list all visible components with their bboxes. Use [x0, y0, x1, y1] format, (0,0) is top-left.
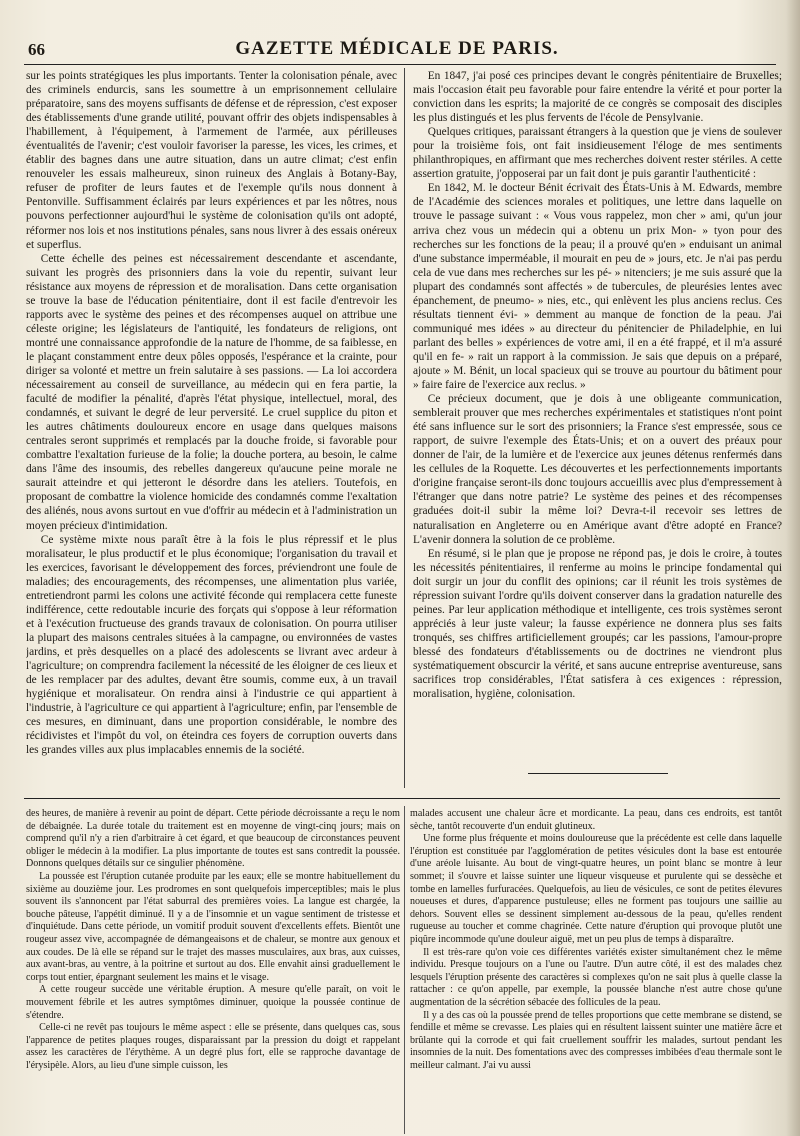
page-header	[24, 36, 770, 62]
paragraph: En 1847, j'ai posé ces principes devant le congrès pénitentiaire de Bruxelles; mais l'occasion était peu favorable pour faire entendre la vérité et pour porter la conviction dans les esprits; la majorité de ce congrès se composait des disciples les plus distingués et les plus fervents de l'école de Pensylvanie.	[413, 70, 782, 125]
upper-left-column	[26, 69, 397, 789]
section-rule	[24, 798, 780, 799]
column-divider	[404, 806, 405, 1134]
paragraph: Ce système mixte nous paraît être à la fois le plus répressif et le plus moralisateur, le plus productif et le plus économique; l'organisation du travail et les exercices, favorisant le développement des forces, préviendront une foule de maladies; des encouragements, des récompenses, une alimentation plus variée, entretiendront parmi les colons une activité féconde qui remplacera cette funeste indifférence, cette redoutable incurie des forçats qui s'oppose à leur réformation et à l'exécution fructueuse des grands travaux de colonisation. On pourra utiliser la plupart des maisons centrales situées à la campagne, ou environnées de vastes jardins, et près desquelles on a placé des adolescents se livrant avec ardeur à l'agriculture; on comprendra facilement la nécessité de les éloigner de ces lieux et de les remplacer par des adultes, devant être soumis, comme eux, à un travail hygiénique et moralisateur. On rendra ainsi à l'industrie ce qui appartient à l'industrie, à l'agriculture ce qui appartient à l'agriculture; enfin, par l'ensemble de ces mesures, en diminuant, dans une proportion considérable, le nombre des récidivistes et l'impôt du vol, on éteindra ces foyers de corruption ouverts dans les grandes villes aux plus implacables ennemis de la société.	[26, 533, 397, 757]
page-number: 66	[28, 40, 45, 59]
header-rule	[24, 64, 776, 65]
paragraph: A cette rougeur succède une véritable éruption. A mesure qu'elle paraît, on voit le mouvement fébrile et les autres symptômes diminuer, quoique la poussée continue de s'étendre.	[26, 984, 400, 1021]
column-divider	[404, 68, 405, 788]
paragraph: Une forme plus fréquente et moins douloureuse que la précédente est celle dans laquelle l'éruption est constituée par l'agglomération de petites vésicules dont la base est entourée d'une aréole luisante. Au bout de vingt-quatre heures, un point blanc se montre à leur sommet; il s'ouvre et laisse suinter une liqueur visqueuse et purulente qui se dessèche et tombe en lamelles furfuracées. Quelquefois, au lieu de vésicules, ce sont de petites élevures noueuses et dures, d'apparence pustuleuse; elles ne forment pas toujours une saillie au dehors. Souvent elles se dessinent simplement au-dessous de la peau, qu'elles rendent rugueuse au toucher et comme chagrinée. Cette nature d'éruption qui provoque plutôt une piqûre incommode qu'une douleur aiguë, met un peu plus de temps à disparaître.	[410, 833, 782, 945]
paragraph: Il est très-rare qu'on voie ces différentes variétés exister simultanément chez le même individu. Presque toujours on a l'une ou l'autre. D'un autre côté, il est des malades chez lesquels l'éruption présente des caractères si complexes qu'on ne sait plus à quelle classe la rattacher : ce qu'on appelle, par exemple, la poussée blanche n'est autre chose qu'une augmentation de la sécrétion sébacée des follicules de la peau.	[410, 946, 782, 1008]
paragraph: malades accusent une chaleur âcre et mordicante. La peau, dans ces endroits, est tantôt sèche, tantôt recouverte d'un enduit glutineux.	[410, 808, 782, 832]
paragraph: des heures, de manière à revenir au point de départ. Cette période décroissante a reçu le nom de débaignée. La durée totale du traitement est en moyenne de vingt-cinq jours; mais on comprend qu'il n'y a rien d'arbitraire à cet égard, et que beaucoup de circonstances peuvent obliger le médecin à la modifier. La plus importante de toutes est sans contredit la poussée. Donnons quelques détails sur ce singulier phénomène.	[26, 808, 400, 870]
paragraph: Quelques critiques, paraissant étrangers à la question que je viens de soulever pour la troisième fois, ont fait insidieusement l'éloge de mes sentiments philanthropiques, en affirmant que mes recherches doivent rester stériles. A cette assertion gratuite, j'opposerai par un fait dont je puis garantir l'authenticité :	[413, 126, 782, 181]
article-end-rule	[528, 773, 668, 774]
paragraph: Cette échelle des peines est nécessairement descendante et ascendante, suivant les progrès des prisonniers dans la voie du repentir, suivant leur résistance aux moyens de répression et de moralisation. Dans cette organisation se trouve la base de l'éducation pénitentiaire, dont il est facile d'entrevoir les rapports avec le système des peines et des récompenses auquel on attribue une céleste origine; les législateurs de l'antiquité, les fondateurs de religions, ont montré une connaissance approfondie de la nature de l'homme, de sa faiblesse, en le plaçant constamment entre deux pôles opposés, l'espérance et la crainte, pour diriger sa volonté et mettre un frein salutaire à ses passions. — La loi accordera nécessairement au conseil de surveillance, au médecin qui en fera partie, la faculté de modifier la pénalité, d'après l'état physique, intellectuel, moral, des condamnés, et suivant le degré de leur perversité. Le cruel supplice du piton et les autres châtiments douloureux encore en usage dans quelques maisons centrales seront supprimés et remplacés par la douche froide, si favorable pour combattre l'exaltation furieuse de la folie; la douche portera, au besoin, le calme dans l'âme des insoumis, des rebelles dangereux qu'aucune peine morale ne saurait atteindre et qui jetteront le désordre dans les ateliers. Toutefois, en proposant de combattre la violence homicide des condamnés comme l'exaltation des aliénés, nous avons surtout en vue d'offrir au médecin et à l'administration un moyen précieux d'intimidation.	[26, 252, 397, 532]
upper-right-column	[413, 69, 782, 759]
page-edge-shadow	[786, 0, 800, 1136]
journal-title: GAZETTE MÉDICALE DE PARIS.	[235, 38, 559, 59]
paragraph: Il y a des cas où la poussée prend de telles proportions que cette membrane se distend, se fendille et même se crevasse. Les plaies qui en résultent laissent suinter une matière âcre et brûlante qui la corrode et qui fait cruellement souffrir les malades, surtout pendant les insomnies de la nuit. Des fomentations avec des compresses imbibées d'eau thermale sont le meilleur calmant. J'ai vu aussi	[410, 1009, 782, 1071]
paragraph: Ce précieux document, que je dois à une obligeante communication, semblerait prouver que mes recherches expérimentales et statistiques n'ont point été sans influence sur le sort des prisonniers; la France s'est empressée, sous ce rapport, de suivre l'exemple des États-Unis; et on a ouvert des préaux pour donner de l'air, de la lumière et de l'exercice aux jeunes détenus renfermés dans les cellules de la Roquette. Les découvertes et les perfectionnements importants d'origine française seront-ils donc toujours accueillis avec plus d'empressement à l'étranger que dans notre patrie? Le système des peines et des récompenses graduées doit-il subir la même loi? Devra-t-il recevoir ses lettres de naturalisation en Angleterre ou en Amérique avant d'être adopté en France? L'avenir donnera la solution de ce problème.	[413, 393, 782, 546]
paragraph: Celle-ci ne revêt pas toujours le même aspect : elle se présente, dans quelques cas, sous l'apparence de petites plaques rouges, disparaissant par la pression du doigt et rappelant assez les caractères de l'érythème. A un degré plus fort, elle se rapproche davantage de l'érysipèle. Alors, au lieu d'une simple cuisson, les	[26, 1022, 400, 1071]
paragraph: En résumé, si le plan que je propose ne répond pas, je dois le croire, à toutes les nécessités pénitentiaires, il renferme au moins le principe fondamental qui doit surgir un jour du conflit des opinions; car il réunit les trois systèmes de répression suivant l'ordre qu'ils doivent conserver dans la gradation naturelle des peines. Par leur application méthodique et intelligente, ces trois systèmes seront appréciés à leur juste valeur; la fausse expérience ne donnera plus ses faits tronqués, ses chiffres artificiellement groupés; car les passions, l'amour-propre blessé des fondateurs d'établissements ou de doctrines ne viendront plus systématiquement obscurcir la vérité, et sans aucune entreprise aventureuse, sans sacrifices trop considérables, l'État satisfera à ces exigences : répression, moralisation, hygiène, colonisation.	[413, 547, 782, 701]
paragraph: La poussée est l'éruption cutanée produite par les eaux; elle se montre habituellement du sixième au douzième jour. Les prodromes en sont quelquefois imperceptibles; mais le plus souvent ils s'annoncent par l'état saburral des premières voies. La langue est chargée, la bouche pâteuse, l'appétit diminué. Il y a de l'insomnie et un vague sentiment de tristesse et d'inquiétude. Dans cette période, un vomitif produit souvent d'excellents effets. Bientôt une rougeur assez vive, accompagnée de démangeaisons et de chaleur, se montre aux genoux et aux coudes. De là elle se répand sur le trajet des masses musculaires, aux bras, aux cuisses, aux avant-bras, au ventre, à la poitrine et surtout au dos. Elle envahit ainsi graduellement le corps tout entier, épargnant seulement les mains et le visage.	[26, 870, 400, 983]
lower-right-column	[410, 808, 782, 1133]
paragraph: En 1842, M. le docteur Bénit écrivait des États-Unis à M. Edwards, membre de l'Académie des sciences morales et politiques, une lettre dans laquelle on trouve le passage suivant : « Vous vous rappelez, mon cher » ami, qu'un jour arriva chez vous un médecin qui a obtenu un prix Mon- » tyon pour des recherches sur les fonctions de la peau; il a prouvé qu'en » enduisant un animal d'une substance imperméable, il mourait en peu de » jours, etc. Je n'ai pas perdu cela de vue dans mes recherches sur les pé- » nitenciers; je me suis assuré que la plupart des condamnés sont affectés » de tubercules, de pleurésies lentes avec épanchement, de pneumo- » nies, etc., qui enlèvent les plus anciens reclus. Ces résultats tiennent évi- » demment au manque de fonction de la peau. J'ai communiqué mes idées » au directeur du pénitencier de Philadelphie, en lui parlant des belles » expériences de votre ami, il en a été frappé, et il m'a assuré qu'il en fe- » rait un rapport à la commission. Je sais que depuis on a préparé, ajoute » M. Bénit, un local spacieux qui se trouve au pourtour du bâtiment pour » faire faire de l'exercice aux reclus. »	[413, 182, 782, 392]
paragraph: sur les points stratégiques les plus importants. Tenter la colonisation pénale, avec des criminels endurcis, sans les soumettre à un emprisonnement cellulaire préparatoire, sans des moyens suffisants de défense et de répression, c'est exposer des établissements d'une grande utilité, pouvant offrir des objets indispensables à l'habillement, à l'équipement, à l'armement de l'armée, aux périlleuses éventualités de l'avenir; c'est vouloir favoriser la paresse, les vices, les crimes, et établir des bagnes dans une autre situation, dans un autre climat; c'est enfin renouveler les essais malheureux, sinon ruineux des Anglais à Botany-Bay, refuser de profiter de leurs fautes et de l'exemple qu'ils nous donnent à Pentonville. Suffisamment éclairés par leurs expériences et par les nôtres, nous pouvons perfectionner aujourd'hui le système de colonisation qu'ils ont adopté, réformer nos lois et nos institutions pénales, sans nous livrer à des essais onéreux et superflus.	[26, 70, 397, 251]
lower-left-column	[26, 808, 400, 1133]
